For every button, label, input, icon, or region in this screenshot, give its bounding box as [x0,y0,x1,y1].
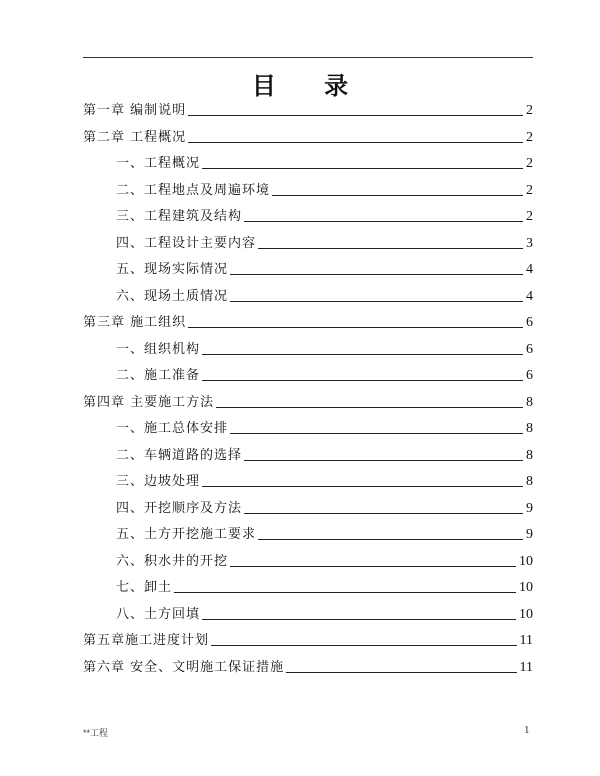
toc-leader-line [258,247,523,249]
toc-entry-page-number: 6 [526,368,533,383]
toc-entry-page-number: 6 [526,341,533,357]
toc-chapter-entry[interactable] [83,390,533,410]
toc-entry-page-number: 4 [526,262,533,277]
toc-leader-line [272,194,523,196]
toc-section-entry[interactable] [116,363,533,383]
toc-entry-page-number: 11 [519,659,533,675]
toc-leader-line [244,459,523,461]
toc-entry-page-number: 8 [526,421,533,436]
toc-entry-page-number: 9 [526,500,533,516]
toc-entry-page-number: 9 [526,527,533,542]
toc-entry-label: 六、积水井的开挖 [116,553,229,569]
toc-section-entry[interactable] [116,443,533,463]
toc-entry-page-number: 2 [526,103,533,118]
toc-leader-line [216,406,523,408]
toc-entry-label: 三、工程建筑及结构 [116,209,243,224]
toc-entry-page-number: 8 [526,447,533,463]
toc-leader-line [258,538,523,540]
toc-entry-page-number: 2 [526,182,533,198]
toc-leader-line [230,565,516,567]
toc-section-entry[interactable] [116,575,533,595]
toc-entry-page-number: 10 [519,580,533,595]
toc-section-entry[interactable] [116,496,533,516]
toc-entry-page-number: 11 [519,633,533,648]
toc-leader-line [202,353,523,355]
toc-chapter-entry[interactable] [83,310,533,330]
toc-section-entry[interactable] [116,178,533,198]
toc-entry-label: 第五章施工进度计划 [83,633,210,648]
toc-chapter-entry[interactable] [83,125,533,145]
toc-section-entry[interactable] [116,416,533,436]
toc-leader-line [202,167,523,169]
toc-entry-label: 四、开挖顺序及方法 [116,500,243,516]
toc-leader-line [230,273,523,275]
toc-entry-label: 第六章 安全、文明施工保证措施 [83,659,285,675]
toc-leader-line [174,591,516,593]
toc-entry-label: 第一章 编制说明 [83,103,187,118]
toc-entry-page-number: 8 [526,474,533,489]
toc-entry-label: 三、边坡处理 [116,474,201,489]
toc-section-entry[interactable] [116,549,533,569]
toc-leader-line [244,220,523,222]
toc-leader-line [286,671,516,673]
footer-page-number: 1 [524,724,530,736]
toc-leader-line [188,326,523,328]
toc-chapter-entry[interactable] [83,98,533,118]
toc-leader-line [202,485,523,487]
toc-leader-line [244,512,523,514]
toc-entry-label: 一、工程概况 [116,156,201,171]
footer-project-name: **工程 [83,728,109,738]
toc-entry-label: 二、施工准备 [116,368,201,383]
toc-leader-line [188,141,523,143]
toc-entry-page-number: 6 [526,315,533,330]
toc-entry-page-number: 2 [526,209,533,224]
toc-entry-label: 五、土方开挖施工要求 [116,527,257,542]
toc-entry-label: 第四章 主要施工方法 [83,394,215,410]
toc-entry-label: 第三章 施工组织 [83,315,187,330]
toc-section-entry[interactable] [116,522,533,542]
toc-section-entry[interactable] [116,151,533,171]
toc-leader-line [188,114,523,116]
toc-leader-line [230,300,523,302]
toc-entry-label: 一、施工总体安排 [116,421,229,436]
toc-entry-label: 一、组织机构 [116,341,201,357]
toc-entry-page-number: 10 [519,553,533,569]
toc-entry-label: 二、工程地点及周遍环境 [116,182,271,198]
toc-entry-page-number: 10 [519,606,533,622]
toc-section-entry[interactable] [116,204,533,224]
toc-entry-page-number: 3 [526,235,533,251]
toc-entry-label: 八、土方回填 [116,606,201,622]
toc-entry-label: 五、现场实际情况 [116,262,229,277]
toc-entry-label: 二、车辆道路的选择 [116,447,243,463]
toc-section-entry[interactable] [116,469,533,489]
toc-entry-page-number: 4 [526,288,533,304]
toc-leader-line [202,618,516,620]
toc-section-entry[interactable] [116,231,533,251]
toc-leader-line [202,379,523,381]
toc-entry-page-number: 2 [526,156,533,171]
toc-entry-label: 七、卸土 [116,580,173,595]
toc-leader-line [230,432,523,434]
toc-section-entry[interactable] [116,602,533,622]
toc-section-entry[interactable] [116,284,533,304]
toc-entry-label: 四、工程设计主要内容 [116,235,257,251]
toc-entry-page-number: 8 [526,394,533,410]
toc-entry-label: 六、现场土质情况 [116,288,229,304]
toc-entry-label: 第二章 工程概况 [83,129,187,145]
toc-chapter-entry[interactable] [83,655,533,675]
page-title: 目 录 [251,71,369,100]
toc-entry-page-number: 2 [526,129,533,145]
toc-section-entry[interactable] [116,257,533,277]
toc-section-entry[interactable] [116,337,533,357]
toc-chapter-entry[interactable] [83,628,533,648]
toc-leader-line [211,644,517,646]
